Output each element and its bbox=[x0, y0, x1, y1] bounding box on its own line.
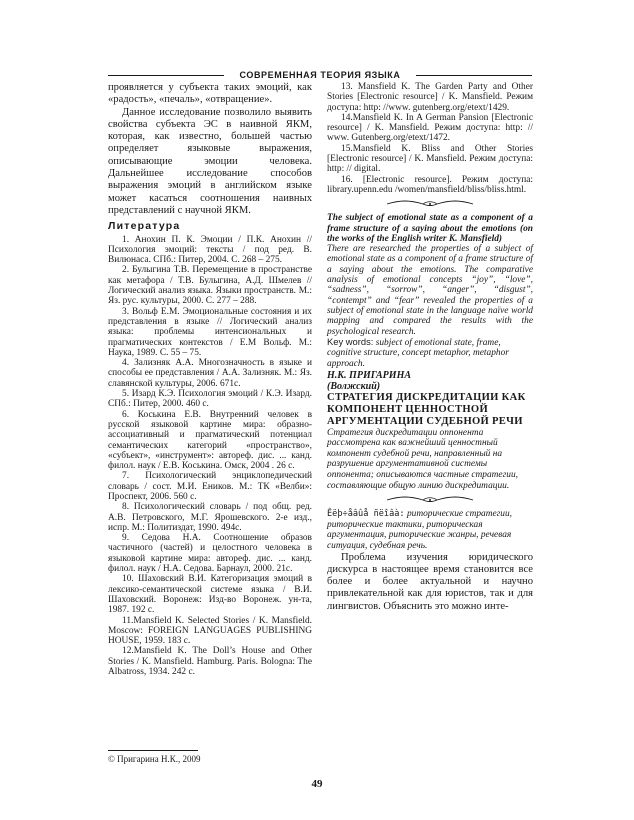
copyright-footnote: © Пригарина Н.К., 2009 bbox=[108, 754, 201, 764]
header-rule-left bbox=[108, 75, 224, 76]
reference-item: 11.Mansfield K. Selected Stories / K. Mansfield. Moscow: FOREIGN LANGUAGES PUBLISHING HOUSE, 1959. 183 c. bbox=[108, 615, 312, 647]
running-header bbox=[108, 68, 532, 82]
ornament-divider-icon bbox=[385, 495, 475, 505]
reference-item: 5. Изард К.Э. Психология эмоций / К.Э. Изард. СПб.: Питер, 2000. 460 с. bbox=[108, 389, 312, 410]
russian-abstract: Стратегия дискредитации оппонента рассмотрена как важнейший ценностный компонент судебной речи, направленный на разрушение аргументативной системы оппонента; описываются частные стратегии, составляющие общую линию дискредитации. bbox=[327, 427, 518, 491]
reference-item: 2. Булыгина Т.В. Перемещение в пространстве как метафора / Т.В. Булыгина, А.Д. Шмелев // Логический анализ языка. Языки пространств. М.: Яз. рус. культуры, 2000. С. 277 – 288. bbox=[108, 265, 312, 307]
reference-item: 1. Анохин П. К. Эмоции / П.К. Анохин // Психология эмоций: тексты / под ред. В. Вилюнаса. СПб.: Питер, 2004. С. 268 – 275. bbox=[108, 234, 312, 266]
reference-item: 3. Вольф Е.М. Эмоциональные состояния и их представления в языке // Логический анализ языка: проблемы интенсиональных и прагматических контекстов / Е.М Вольф. М.: Наука, 1989. С. 55 – 75. bbox=[108, 306, 312, 358]
running-header-title: СОВРЕМЕННАЯ ТЕОРИЯ ЯЗЫКА bbox=[239, 70, 401, 80]
left-column bbox=[108, 82, 312, 677]
english-keywords-label: Key words: bbox=[327, 335, 374, 347]
russian-keywords-text: риторические стратегии, риторические тактики, риторическая аргументация, риторические жанры, речевая ситуация, судебная речь. bbox=[327, 509, 513, 551]
reference-item: 4. Зализняк А.А. Многозначность в языке и способы ее представления / А.А. Зализняк. М.: Яз. славянской культуры, 2006. 671с. bbox=[108, 358, 312, 389]
author-name: Н.К. ПРИГАРИНА bbox=[327, 369, 412, 381]
intro-paragraph: Данное исследование позволило выявить свойства субъекта ЭС в наивной ЯКМ, которая, как известно, большей частью определяет языковые выражения, описывающие эмоции человека. Дальнейшее исследование способов выражения эмоций в английском языке может касаться соотношения наивных представлений с научной ЯКМ. bbox=[108, 106, 312, 216]
english-keywords bbox=[327, 337, 533, 370]
reference-item: 10. Шаховский В.И. Категоризация эмоций в лексико-семантической системе языка / В.И. Шаховский. Воронеж: Изд-во Воронеж. ун-та, 1987. 192 с. bbox=[108, 574, 312, 616]
reference-item: 14.Mansfield K. In A German Pansion [Electronic resource] / K. Mansfield. Режим доступа: http: // www. Gutenberg.org/etext/1472. bbox=[327, 112, 533, 144]
reference-item: 7. Психологический энциклопедический словарь / сост. М.И. Еников. М.: ТК «Велби»: Проспект, 2006. 560 с. bbox=[108, 471, 312, 502]
reference-item: 8. Психологический словарь / под общ. ред. А.В. Петровского, М.Г. Ярошевского. 2-е изд., испр. М.: Политиздат, 1990. 494с. bbox=[108, 502, 312, 533]
reference-item: 6. Коськина Е.В. Внутренний человек в русской языковой картине мира: образно-ассоциативный и прагматический потенциал семантических категорий «пространство», «субъект», «инструмент»: автореф. дис. ... канд. филол. наук / Е.В. Коськина. Омск, 2004 . 26 с. bbox=[108, 409, 312, 472]
russian-keywords-label: Êëþ÷åâûå ñëîâà: bbox=[327, 509, 405, 520]
english-abstract: There are researched the properties of a subject of emotional state as a component of a frame structure of a saying about the emotions. The comparative analysis of emotional concepts “joy”, “love”, “sadness”, “sorrow”, “anger”, “disgust”, “contempt” and “fear” revealed the properties of a subject of emotional state in the language naïve world mapping and compared the results with the psychological research. bbox=[327, 244, 533, 337]
author-affiliation: (Волжский) bbox=[327, 380, 381, 392]
footnote-rule bbox=[108, 750, 198, 751]
ornament-divider-icon bbox=[385, 199, 475, 209]
russian-keywords bbox=[327, 509, 533, 551]
reference-item: 16. [Electronic resource]. Режим доступа: library.upenn.edu /women/mansfield/bliss/bliss.html. bbox=[327, 174, 533, 195]
reference-item: 13. Mansfield K. The Garden Party and Other Stories [Electronic resource] / K. Mansfield. Режим доступа: http: //www. gutenberg.org/etext/1429. bbox=[327, 82, 533, 113]
reference-item: 9. Седова Н.А. Соотношение образов частичного (частей) и целостного человека в языковой картине мира: автореф. дис. ... канд. филол. наук / Н.А. Седова. Барнаул, 2000. 21с. bbox=[108, 533, 312, 575]
reference-item: 12.Mansfield K. The Doll’s House and Other Stories / K. Mansfield. Hamburg. Paris. Bologna: The Albatross, 1934. 242 c. bbox=[108, 646, 312, 678]
reference-item: 15.Mansfield K. Bliss and Other Stories [Electronic resource] / K. Mansfield. Режим доступа: http: // digital. bbox=[327, 143, 533, 175]
article-body-paragraph: Проблема изучения юридического дискурса в настоящее время становится все более и более актуальной и научно привлекательной как для юристов, так и для лингвистов. Объяснить это можно инте- bbox=[327, 551, 533, 612]
right-column bbox=[327, 82, 533, 613]
english-article-title: The subject of emotional state as a component of a frame structure of a saying about the emotions (on the works of the English writer K. Mansfield) bbox=[327, 213, 533, 244]
intro-continuation: проявляется у субъекта таких эмоций, как «радость», «печаль», «отвращение». bbox=[108, 82, 312, 106]
article-title: СТРАТЕГИЯ ДИСКРЕДИТАЦИИ КАК КОМПОНЕНТ ЦЕННОСТНОЙ АРГУМЕНТАЦИИ СУДЕБНОЙ РЕЧИ bbox=[327, 391, 526, 427]
english-keywords-text: subject of emotional state, frame, cognitive structure, concept metaphor, metaphor approach. bbox=[327, 337, 509, 370]
page-number: 49 bbox=[311, 778, 323, 790]
header-rule-right bbox=[416, 75, 532, 76]
literature-heading: Литература bbox=[108, 220, 181, 233]
